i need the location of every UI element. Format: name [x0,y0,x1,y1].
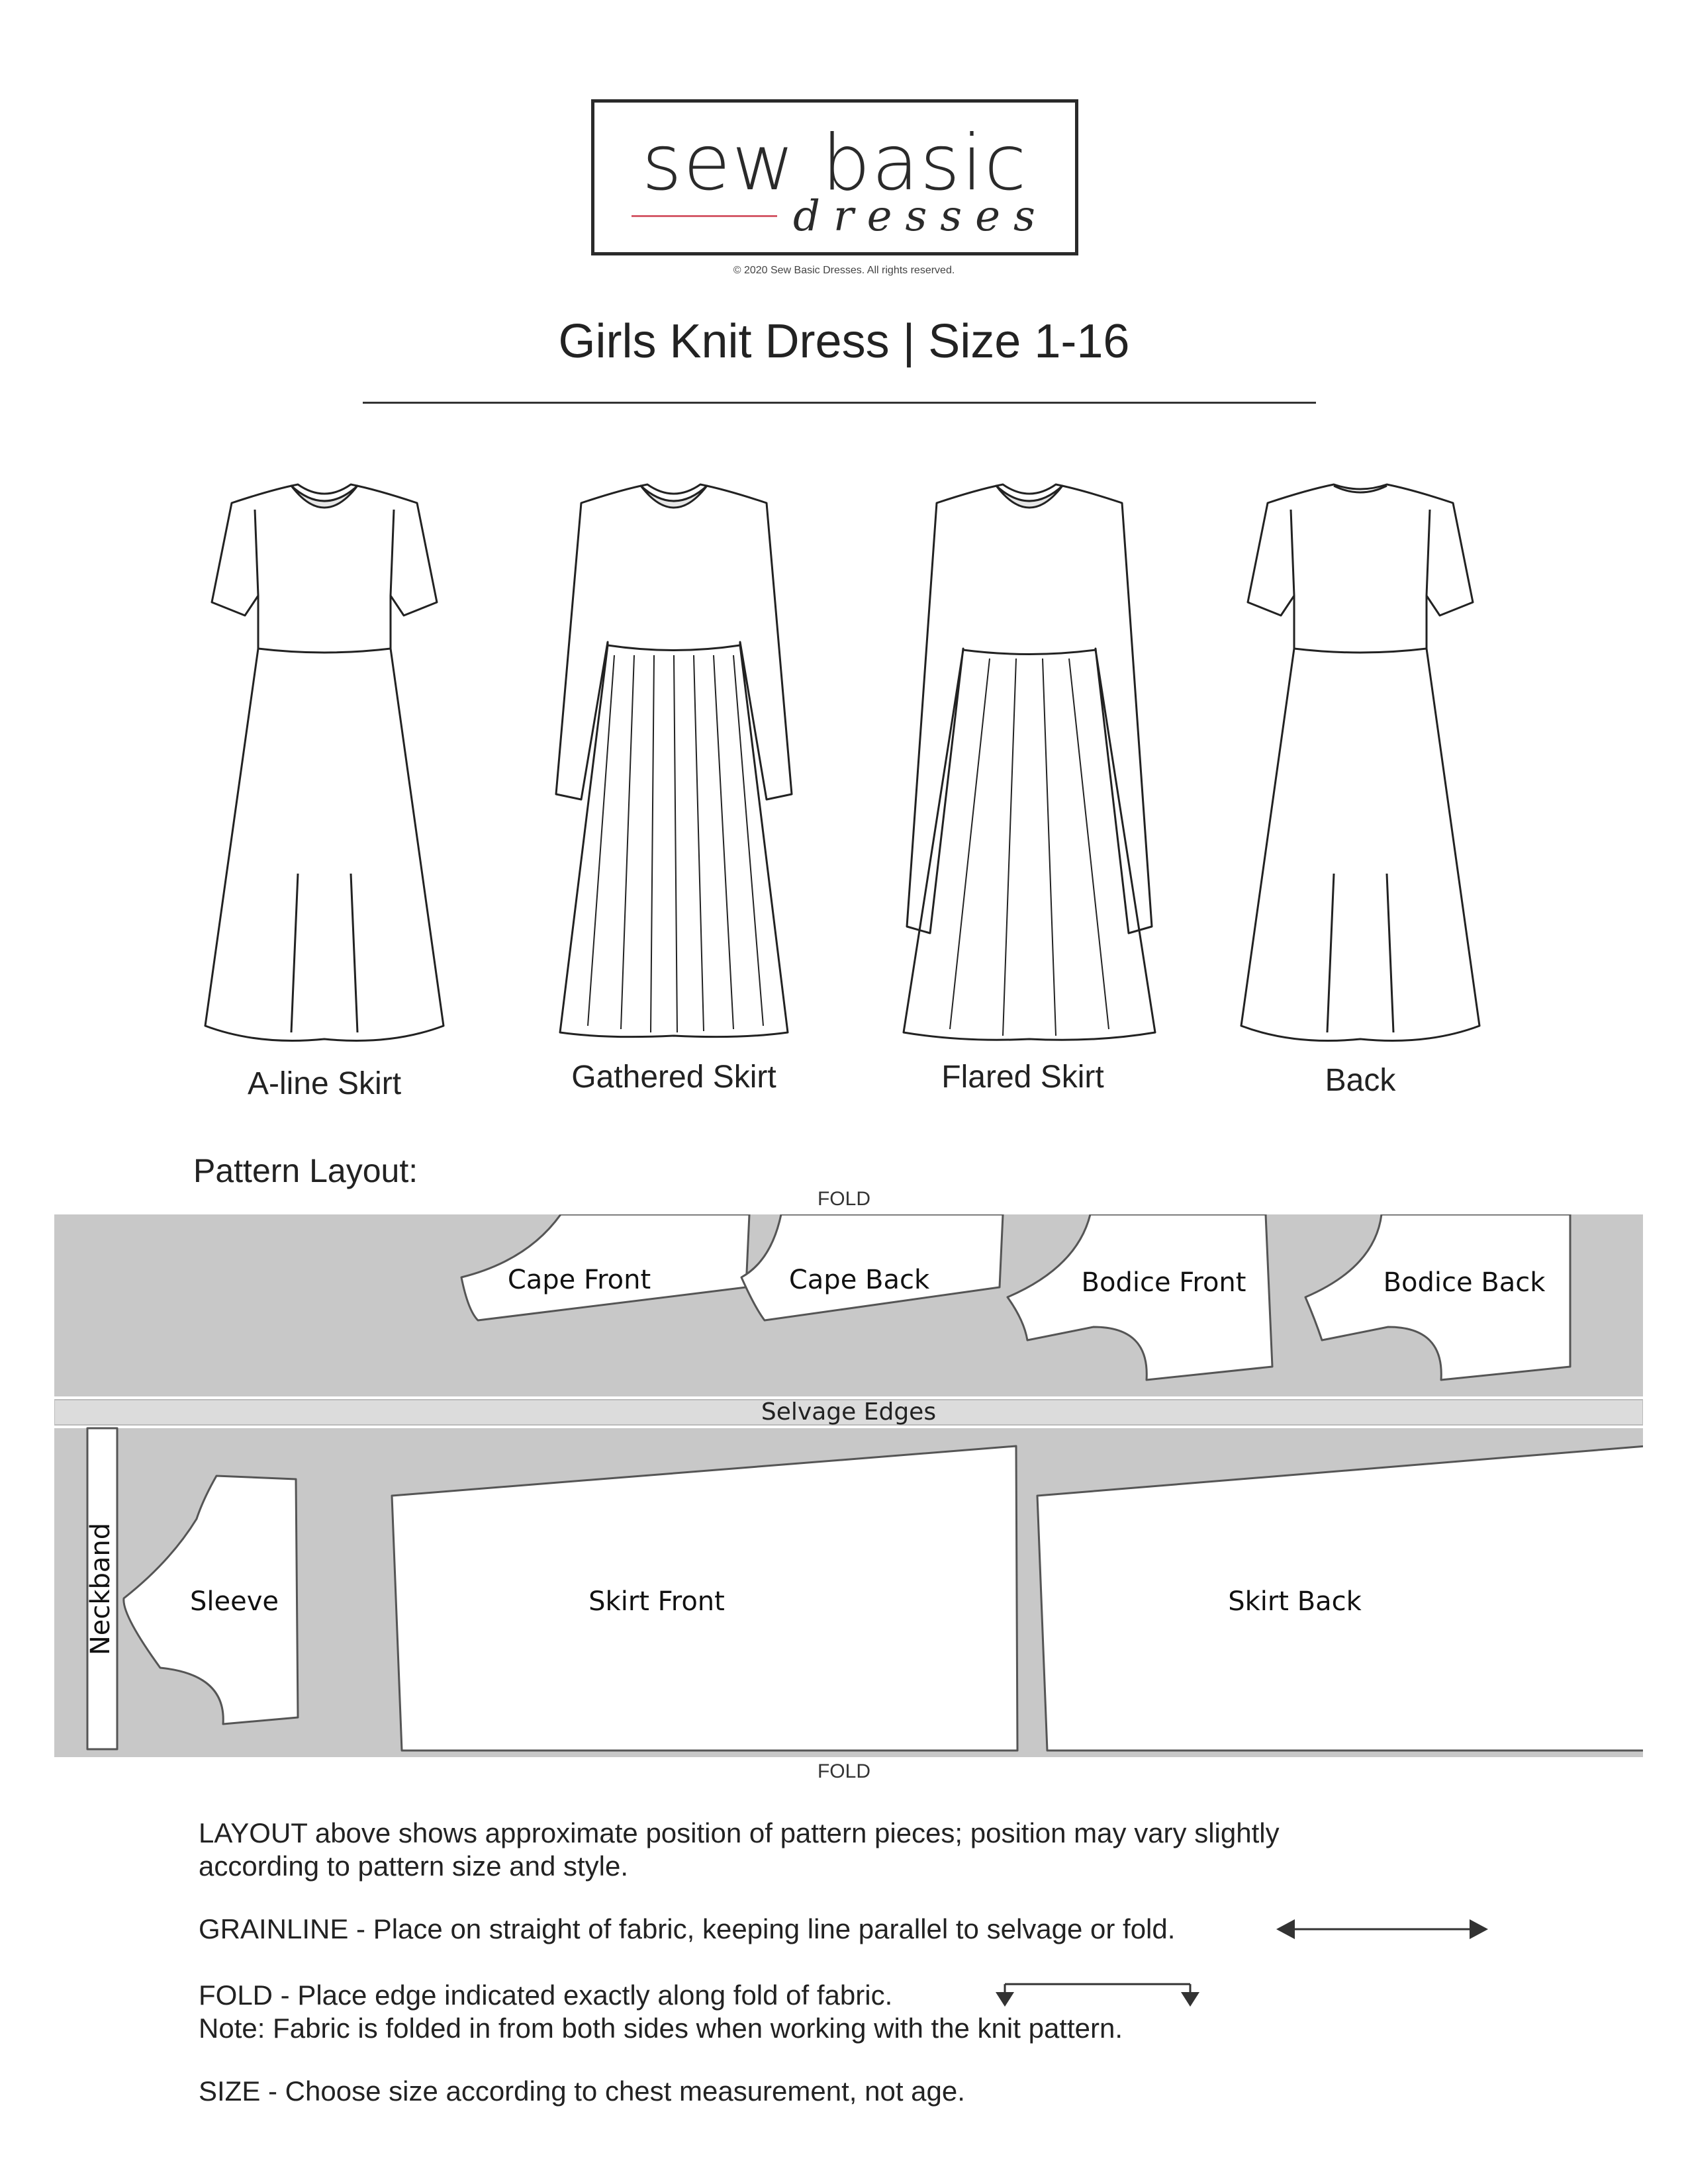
bodice-back-label: Bodice Back [1383,1267,1546,1298]
fold-note-line1: FOLD - Place edge indicated exactly along fold of fabric. [199,1979,893,2011]
fold-label-top: FOLD [817,1188,870,1210]
pattern-layout-diagram [54,1214,1643,1757]
view-label-gathered: Gathered Skirt [571,1060,776,1095]
skirt-back-label: Skirt Back [1228,1586,1362,1617]
pattern-layout-heading: Pattern Layout: [193,1152,418,1189]
fold-note-line2: Note: Fabric is folded in from both sides when working with the knit pattern. [199,2013,1123,2044]
grainline-note: GRAINLINE - Place on straight of fabric, keeping line parallel to selvage or fold. [199,1913,1176,1944]
cape-back-label: Cape Back [788,1265,930,1295]
grainline-arrow-icon [1276,1913,1488,1946]
flared-dress-illustration [890,477,1168,1046]
skirt-front-label: Skirt Front [588,1586,725,1617]
selvage-band [54,1398,1643,1426]
title-underline [363,402,1316,404]
view-label-aline: A-line Skirt [247,1066,402,1101]
view-label-flared: Flared Skirt [941,1060,1104,1095]
sleeve-label: Sleeve [189,1586,279,1617]
brand-logo [591,99,1078,255]
aline-dress-illustration [192,477,457,1046]
gathered-dress-illustration [541,477,806,1046]
size-note: SIZE - Choose size according to chest measurement, not age. [199,2075,965,2107]
view-label-back: Back [1325,1063,1396,1098]
logo-accent-rule [632,215,777,217]
logo-subtext: dresses [793,192,1049,241]
neckband-label: Neckband [85,1522,116,1656]
selvage-edges-label: Selvage Edges [761,1398,937,1426]
page-title: Girls Knit Dress | Size 1-16 [558,315,1130,368]
back-dress-illustration [1228,477,1493,1046]
bodice-front-label: Bodice Front [1081,1267,1246,1298]
logo-wordmark: sew basic [641,118,1028,208]
fold-arrow-icon [992,1978,1210,2011]
layout-note-line2: according to pattern size and style. [199,1850,629,1882]
cape-front-label: Cape Front [507,1265,651,1295]
copyright-notice: © 2020 Sew Basic Dresses. All rights reserved. [733,265,955,276]
fold-label-bottom: FOLD [817,1760,870,1782]
layout-note-line1: LAYOUT above shows approximate position of pattern pieces; position may vary slightly [199,1817,1280,1848]
